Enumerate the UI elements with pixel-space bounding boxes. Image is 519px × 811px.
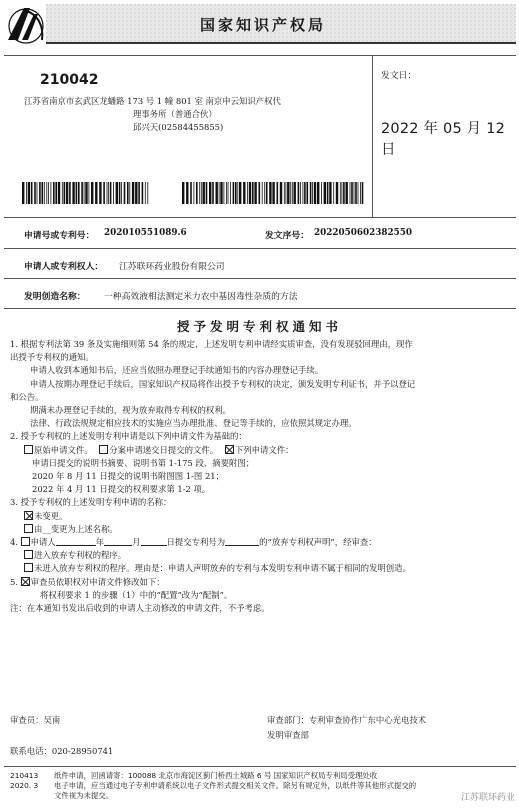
p4-opt2: 未进入放弃专利权的程序。理由是：申请人声明放弃的专利与本发明专利申请不属于相同的发明创造。 <box>34 563 411 574</box>
blank-patent-no <box>225 537 259 546</box>
barcode-bar <box>203 182 205 204</box>
barcode-bar <box>194 182 195 204</box>
barcode-bar <box>362 182 364 204</box>
barcode-bar <box>272 182 274 204</box>
barcode-bar <box>321 182 322 204</box>
barcode-bar <box>53 182 55 204</box>
barcode-bar <box>350 182 351 204</box>
footer-line-1 <box>10 771 416 781</box>
p5-line: 5. 审查员依职权对申请文件修改如下： <box>10 576 165 587</box>
applicant: 江苏联环药业股份有限公司 <box>119 262 225 272</box>
footer-text-1: 纸件申请，回函请寄：100088 北京市海淀区蓟门桥西土城路 6 号 国家知识产权局专利局受理处收 <box>54 771 378 780</box>
barcode-bar <box>138 182 140 204</box>
p3-opt1: 未变更。 <box>34 510 68 521</box>
barcode-bar <box>224 182 225 204</box>
barcode-bar <box>142 182 144 204</box>
barcode-bar <box>145 182 146 204</box>
p2-options <box>10 444 516 457</box>
barcode-bar <box>22 182 24 204</box>
checkbox-waiver[interactable] <box>21 537 30 546</box>
barcode-bar <box>66 182 68 204</box>
barcode-bar <box>247 182 248 204</box>
barcode-bar <box>237 182 238 204</box>
serial-label: 发文序号： <box>265 231 309 241</box>
barcode-bar <box>290 182 291 204</box>
barcode-bar <box>31 182 33 204</box>
barcode-right <box>182 182 365 204</box>
barcode-bar <box>121 182 122 204</box>
p4-declaration: 的“放弃专利权声明”，经审查： <box>259 537 377 548</box>
barcode-bar <box>264 182 265 204</box>
barcode-bar <box>333 182 334 204</box>
barcode-bar <box>81 182 83 204</box>
barcode-bar <box>84 182 85 204</box>
barcode-bar <box>284 182 285 204</box>
p3-option2 <box>10 523 516 536</box>
barcode-bar <box>266 182 268 204</box>
barcode-left <box>22 182 150 204</box>
p2-line3: 2022 年 4 月 11 日提交的权利要求第 1-2 项。 <box>32 484 211 495</box>
p4-number: 4. <box>10 537 21 548</box>
barcode-bar <box>206 182 208 204</box>
barcode-bar <box>314 182 316 204</box>
p1-line4: 申请人按期办理登记手续后，国家知识产权局将作出授予专利权的决定，颁发发明专利证书，并予以登记 <box>30 378 416 389</box>
p1-line5: 和公告。 <box>10 391 44 402</box>
send-date-label: 发文日： <box>381 71 417 81</box>
barcode-bar <box>219 182 220 204</box>
barcode-bar <box>249 182 251 204</box>
barcode-bar <box>62 182 63 204</box>
examiner-phone: 联系电话：020-28950741 <box>10 746 114 756</box>
barcode-bar <box>355 182 357 204</box>
barcode-bar <box>343 182 345 204</box>
barcode-bar <box>292 182 293 204</box>
barcode-bar <box>147 182 148 204</box>
barcode-bar <box>287 182 289 204</box>
barcode-bar <box>26 182 27 204</box>
barcode-bar <box>103 182 105 204</box>
p2-title: 2. 授予专利权的上述发明专利申请是以下列申请文件为基础的： <box>10 431 247 442</box>
frame-top <box>4 55 516 56</box>
p3-opt2: 由__变更为上述名称。 <box>34 523 118 534</box>
blank-month <box>104 537 132 546</box>
footer-code-2: 2020. 3 <box>10 781 39 790</box>
app-no-label: 申请号或专利号： <box>24 231 95 241</box>
barcode-bar <box>294 182 296 204</box>
barcode-bar <box>317 182 319 204</box>
p4-option1 <box>10 549 516 562</box>
p2-line2: 2020 年 8 月 11 日提交的说明书附图图 1-图 21； <box>32 471 224 482</box>
barcode-bar <box>307 182 309 204</box>
barcode-bar <box>42 182 44 204</box>
frame-line-2 <box>4 248 516 249</box>
p4-day: 日提交专利号为 <box>166 537 226 548</box>
barcode-bar <box>220 182 222 204</box>
barcode-bar <box>95 182 97 204</box>
barcode-bar <box>89 182 90 204</box>
footer-text-2: 电子申请，应当通过电子专利申请系统以电子文件形式提交相关文件。除另有规定外，以纸件等其他形式提交的 <box>54 781 417 790</box>
barcode-bar <box>113 182 114 204</box>
barcode-bar <box>254 182 256 204</box>
barcode-bar <box>72 182 74 204</box>
p4-line <box>10 536 516 549</box>
barcode-bar <box>286 182 287 204</box>
barcode-bar <box>28 182 30 204</box>
app-no: 202010551089.6 <box>104 228 187 238</box>
postcode: 210042 <box>40 72 99 88</box>
barcode-bar <box>58 182 60 204</box>
p4-option2 <box>10 562 516 575</box>
barcode-bar <box>201 182 202 204</box>
barcode-bar <box>351 182 353 204</box>
frame-divider <box>372 55 373 217</box>
barcode-bar <box>76 182 78 204</box>
checkbox-divisional[interactable] <box>99 445 108 454</box>
barcode-bar <box>252 182 254 204</box>
barcode-bar <box>44 182 45 204</box>
examiner-dept: 审查部门：专利审查协作广东中心光电技术 <box>267 715 427 725</box>
barcode-bar <box>340 182 341 204</box>
barcode-bar <box>124 182 126 204</box>
address-line-3: 邱兴天(02584455855) <box>133 122 224 132</box>
address-line-2: 理事务所（普通合伙） <box>133 109 217 119</box>
barcode-bar <box>190 182 192 204</box>
barcode-bar <box>119 182 121 204</box>
p3-option1 <box>10 510 516 523</box>
note: 注：在本通知书发出后收到的申请人主动修改的申请文件，不予考虑。 <box>10 603 270 614</box>
blank-year <box>56 537 96 546</box>
barcode-bar <box>329 182 331 204</box>
barcode-bar <box>269 182 271 204</box>
footer-line-2 <box>10 781 416 791</box>
barcode-bar <box>354 182 355 204</box>
watermark: 江苏联环药业 <box>460 793 515 803</box>
checkbox-unchanged[interactable] <box>24 511 33 520</box>
barcode-bar <box>78 182 80 204</box>
barcode-bar <box>107 182 108 204</box>
barcode-bar <box>182 182 184 204</box>
footer-line-3: 文件视为未提交。 <box>54 791 114 800</box>
p2-opt3: 下列申请文件： <box>234 444 294 455</box>
barcode-bar <box>46 182 47 204</box>
barcode-bar <box>358 182 359 204</box>
p5-line1: 将权利要求 1 的步骤（1）中的“配置”改为“配制”。 <box>40 589 233 600</box>
p1-line2: 出授予专利权的通知。 <box>10 352 94 363</box>
barcode-bar <box>91 182 93 204</box>
barcode-bar <box>298 182 300 204</box>
barcode-bar <box>228 182 229 204</box>
barcode-bar <box>262 182 263 204</box>
barcode-bar <box>277 182 279 204</box>
barcode-bar <box>235 182 237 204</box>
barcode-bar <box>360 182 361 204</box>
barcode-bar <box>48 182 49 204</box>
header-title: 国家知识产权局 <box>200 16 327 34</box>
checkbox-name-changed[interactable] <box>24 524 33 533</box>
barcode-bar <box>34 182 36 204</box>
p3-title: 3. 授予专利权的上述发明专利申请的名称： <box>10 497 172 508</box>
p1-line7: 法律、行政法规规定相应技术的实施应当办理批准、登记等手续的，应依照其规定办理。 <box>30 418 357 429</box>
checkbox-no-waiver[interactable] <box>24 563 33 572</box>
p1-line3: 申请人收到本通知书后，还应当依照办理登记手续通知书的内容办理登记手续。 <box>30 365 324 376</box>
barcode-bar <box>336 182 338 204</box>
p5-title: 审查员依职权对申请文件修改如下： <box>30 576 165 587</box>
p4-applicant: 申请人 <box>30 537 56 548</box>
barcode-bar <box>243 182 245 204</box>
footer-code-1: 210413 <box>10 771 39 780</box>
blank-day <box>141 537 167 546</box>
barcode-bar <box>110 182 112 204</box>
barcode-bar <box>209 182 211 204</box>
checkbox-enter-waiver[interactable] <box>24 550 33 559</box>
checkbox-examiner-amend[interactable] <box>21 577 30 586</box>
checkbox-original[interactable] <box>24 445 33 454</box>
invention-label: 发明创造名称： <box>24 292 86 302</box>
barcode-bar <box>199 182 200 204</box>
barcode-bar <box>239 182 241 204</box>
barcode-bar <box>346 182 348 204</box>
barcode-bar <box>127 182 129 204</box>
barcode-bar <box>39 182 41 204</box>
barcode-bar <box>300 182 301 204</box>
send-date: 2022 年 05 月 12 日 <box>381 121 506 158</box>
barcode-bar <box>310 182 312 204</box>
barcode-bar <box>99 182 101 204</box>
examiner-name: 审查员：吴南 <box>10 715 61 725</box>
notice-title: 授予发明专利权通知书 <box>176 319 342 334</box>
footer <box>10 771 416 801</box>
barcode-bar <box>132 182 134 204</box>
barcode-bar <box>233 182 235 204</box>
barcode-bar <box>342 182 343 204</box>
footer-rule <box>4 766 516 767</box>
p2-line1: 申请日提交的说明书摘要、说明书第 1-175 段、摘要附图； <box>32 457 255 468</box>
serial-no: 2022050602382550 <box>314 228 412 238</box>
barcode-bar <box>186 182 188 204</box>
examiner-dept-2: 发明审查部 <box>267 730 309 740</box>
barcode-bar <box>324 182 326 204</box>
barcode-bar <box>226 182 227 204</box>
barcode-bar <box>196 182 198 204</box>
address-line-1: 江苏省南京市玄武区龙蟠路 173 号 1 幢 801 室 南京申云知识产权代 <box>24 96 281 106</box>
p4-opt1: 进入放弃专利权的程序。 <box>34 550 127 561</box>
frame-line-4 <box>4 308 516 309</box>
barcode-bar <box>108 182 109 204</box>
barcode-bar <box>85 182 87 204</box>
p2-opt2: 分案申请递交日提交的文件。 <box>109 444 219 455</box>
barcode-bar <box>303 182 304 204</box>
p1-line6: 期满未办理登记手续的，视为放弃取得专利权的权利。 <box>30 405 231 416</box>
p2-opt1: 原始申请文件。 <box>34 444 93 455</box>
applicant-label: 申请人或专利权人： <box>24 262 104 272</box>
barcode-bar <box>55 182 57 204</box>
barcode-bar <box>135 182 137 204</box>
barcode-bar <box>69 182 71 204</box>
barcode-bar <box>116 182 118 204</box>
barcode-bar <box>212 182 214 204</box>
cnipa-logo <box>4 4 48 44</box>
p4-year: 年 <box>95 537 105 548</box>
barcode-bar <box>304 182 306 204</box>
checkbox-following-docs[interactable] <box>225 445 234 454</box>
p4-month: 月 <box>132 537 141 548</box>
barcode-bar <box>216 182 218 204</box>
notice-body <box>10 338 516 615</box>
barcode-bar <box>280 182 282 204</box>
barcode-bar <box>64 182 66 204</box>
invention-title: 一种高效液相法测定米力农中基因毒性杂质的方法 <box>104 292 298 302</box>
barcode-bar <box>37 182 38 204</box>
p1-line1: 1. 根据专利法第 39 条及实施细则第 54 条的规定，上述发明专利申请经实质审查，没有发现驳回理由，现作 <box>10 339 413 349</box>
barcode-bar <box>230 182 231 204</box>
barcode-bar <box>327 182 329 204</box>
frame-line-1 <box>4 217 516 218</box>
barcode-bar <box>312 182 313 204</box>
barcode-bar <box>51 182 52 204</box>
frame-line-3 <box>4 278 516 279</box>
recipient-address <box>24 95 369 134</box>
barcode-bar <box>129 182 130 204</box>
barcode-bar <box>259 182 261 204</box>
